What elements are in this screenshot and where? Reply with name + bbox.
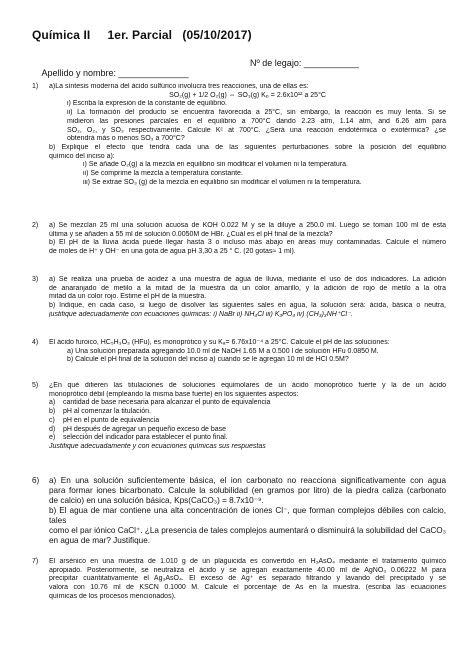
list-item: e) selección del indicador para establecer el punto final. xyxy=(49,434,228,442)
q1-line: ii) La formación del producto se encuentra favorecida a 25°C, sin embargo, la reacción es muy lenta. Si se xyxy=(67,109,446,117)
q6-line: b) El agua de mar contiene una alta concentración de iones Cl⁻, que forman complejos débiles con calcio, tales xyxy=(49,506,446,525)
q1-line: i) Se añade O₂(g) a la mezcla en equilibrio sin modificar el volumen ni la temperatura. xyxy=(83,161,348,169)
question-number: 6) xyxy=(32,476,40,485)
q1-line: ii) Se comprime la mezcla a temperatura constante. xyxy=(83,170,243,178)
q6-line: de calcio) en una solución básica, Kps(CaCO₃) = 8.7x10⁻⁹. xyxy=(49,496,264,505)
q7-line: apropiado. Posteriormente, se neutraliza el ácido y se agregan exactamente 40.00 ml de AgNO₃ 0.06222 M para xyxy=(49,566,446,574)
question-5 xyxy=(32,382,446,452)
q6-line: en agua de mar? Justifique. xyxy=(49,536,151,545)
q1-line: b) Explique el efecto que tendrá cada una de las siguientes perturbaciones sobre la posición del equilibrio xyxy=(49,143,446,151)
q1-line: iii) Se extrae SO₃ (g) de la mezcla en equilibrio sin modificar el volumen ni la temperatura. xyxy=(83,178,362,186)
q4-line: b) Calcule el pH final de la solución del inciso a) cuando se le agregan 10 ml de HCl 0.5M? xyxy=(67,356,349,364)
q6-line: a) En una solución suficientemente básica, el ion carbonato no reacciona significativamente con agua xyxy=(49,476,446,485)
q1-line: i) Escriba la expresión de la constante de equilibrio. xyxy=(67,100,227,108)
list-item: b) pH al comenzar la titulación. xyxy=(49,408,151,416)
question-number: 5) xyxy=(32,382,39,389)
question-number: 3) xyxy=(32,276,39,283)
question-body xyxy=(49,339,446,365)
q5-line: ¿En qué difieren las titulaciones de soluciones equimolares de un ácido monoprótico fuerte y la de un ácido xyxy=(49,382,446,389)
q2-line: de moles de H⁺ y OH⁻ en una gota de agua pH 3,30 a 25 ° C. (20 gotas≈ 1 ml). xyxy=(49,248,296,256)
q7-line: valora con 10.76 ml de KSCN 0.1000 M. Calcule el porcentaje de As en la muestra. (escriba las ecuaciones xyxy=(49,584,446,592)
q1-line: obtendrá más o menos SO₃ a 700°C? xyxy=(67,135,185,143)
q5-footer: Justifique adecuadamente y con ecuaciones químicas sus respuestas xyxy=(49,442,266,450)
question-number: 2) xyxy=(32,222,39,229)
q1-line: SO₂, O₂, y SO₃ respectivamente. Calcule Kᶜ at 700°C. ¿Será una reacción endotérmica o exotérmica? ¿se xyxy=(67,126,446,134)
exam-title: Química II 1er. Parcial (05/10/2017) xyxy=(32,28,252,42)
question-body xyxy=(49,276,446,320)
question-1 xyxy=(32,83,446,187)
q3-line: a) Se realiza una prueba de acidez a una muestra de agua de lluvia, mediante el uso de dos indicadores. La adición xyxy=(49,276,446,283)
q6-line: para formar iones bicarbonato. Calcule la solubilidad (en gramos por litro) de la piedra caliza (carbonato xyxy=(49,486,446,495)
q5-line: monoprótico débil (empleando la misma base fuerte) en los siguientes aspectos: xyxy=(49,390,299,398)
q2-line: última y se añaden a 55 ml de solución 0.0050M de HBr. ¿Cuál es el pH final de la mezcla? xyxy=(49,230,333,238)
question-number: 4) xyxy=(32,339,39,346)
q4-line: El ácido furoico, HC₅H₃O₃ (HFu), es monoprótico y su Kₐ= 6.76x10⁻⁴ a 25°C. Calcule el pH de las soluciones: xyxy=(49,339,390,346)
question-body xyxy=(49,222,446,257)
q7-line: precipitar cuantitativamente el Ag₃AsO₄. El exceso de Ag⁺ es separado filtrando y lavando del precipitado y se xyxy=(49,575,446,583)
q1-line: químico del inciso a): xyxy=(49,152,115,160)
question-number: 1) xyxy=(32,83,39,90)
q3-line: b) Indique, en cada caso, si luego de disolver las siguientes sales en agua, la solución será: ácida, básica o neutra, xyxy=(49,302,446,310)
q3-line: justifique adecuadamente con ecuaciones químicas: i) NaBr ii) NH₄Cl iii) K₃PO₄ iv) (CH₃)₃NH⁺Cl⁻. xyxy=(49,310,353,318)
q3-line: mitad da un color rojo. Estime el pH de la muestra. xyxy=(49,293,207,301)
q7-line: químicas de los procesos mencionados). xyxy=(49,592,176,600)
q3-line: de anaranjado de metilo a la mitad de la muestra da un color amarillo, y la adición de rojo de metilo a la otra xyxy=(49,284,446,292)
question-6 xyxy=(32,476,446,546)
list-item: d) pH después de agregar un pequeño exceso de base xyxy=(49,425,227,433)
question-3 xyxy=(32,276,446,320)
q7-line: El arsénico en una muestra de 1.010 g de un plaguicida es convertido en H₃AsO₄ mediante el tratamiento químico xyxy=(49,558,446,565)
q1-line: midieron las presiones parciales en el equilibrio a 700°C dando 2.23 atm, 1.14 atm, and 6.26 atm para xyxy=(67,117,446,125)
q5-item-list xyxy=(49,399,446,443)
question-2 xyxy=(32,222,446,257)
question-body xyxy=(49,558,446,602)
question-body xyxy=(49,382,446,452)
q1-line: a)La síntesis moderna del ácido sulfúrico involucra tres reacciones, una de ellas es: xyxy=(49,83,309,90)
question-4 xyxy=(32,339,446,365)
legajo-field-label: Nº de legajo: ___________ xyxy=(250,58,359,68)
name-field-label: Apellido y nombre: ______________ xyxy=(41,68,189,78)
q4-line: a) Una solución preparada agregando 10.0 ml de NaOH 1.65 M a 0.500 l de solución HFu 0.0850 M. xyxy=(67,347,379,355)
list-item: c) pH en el punto de equivalencia xyxy=(49,416,160,424)
question-body xyxy=(49,476,446,546)
q2-line: b) El pH de la lluvia ácida puede llegar hasta 3 o incluso más abajo en áreas muy contaminadas. Calcule el número xyxy=(49,239,446,247)
list-item: a) cantidad de base necesaria para alcanzar el punto de equivalencia xyxy=(49,399,271,407)
question-number: 7) xyxy=(32,558,39,565)
q2-line: a) Se mezclan 25 ml una solución acuosa de KOH 0.022 M y se la diluye a 250.0 ml. Luego se toman 100 ml de esta xyxy=(49,222,446,229)
question-7 xyxy=(32,558,446,602)
question-body xyxy=(49,83,446,187)
q6-line: como el par iónico CaCl⁺. ¿La presencia de tales complejos aumentará o disminuirá la solubilidad del CaCO₃ xyxy=(49,526,446,535)
q1-equation: SO₂(g) + 1/2 O₂(g) ⇔ SO₃(g) Kₚ = 2.6x10¹² a 25°C xyxy=(169,91,326,99)
